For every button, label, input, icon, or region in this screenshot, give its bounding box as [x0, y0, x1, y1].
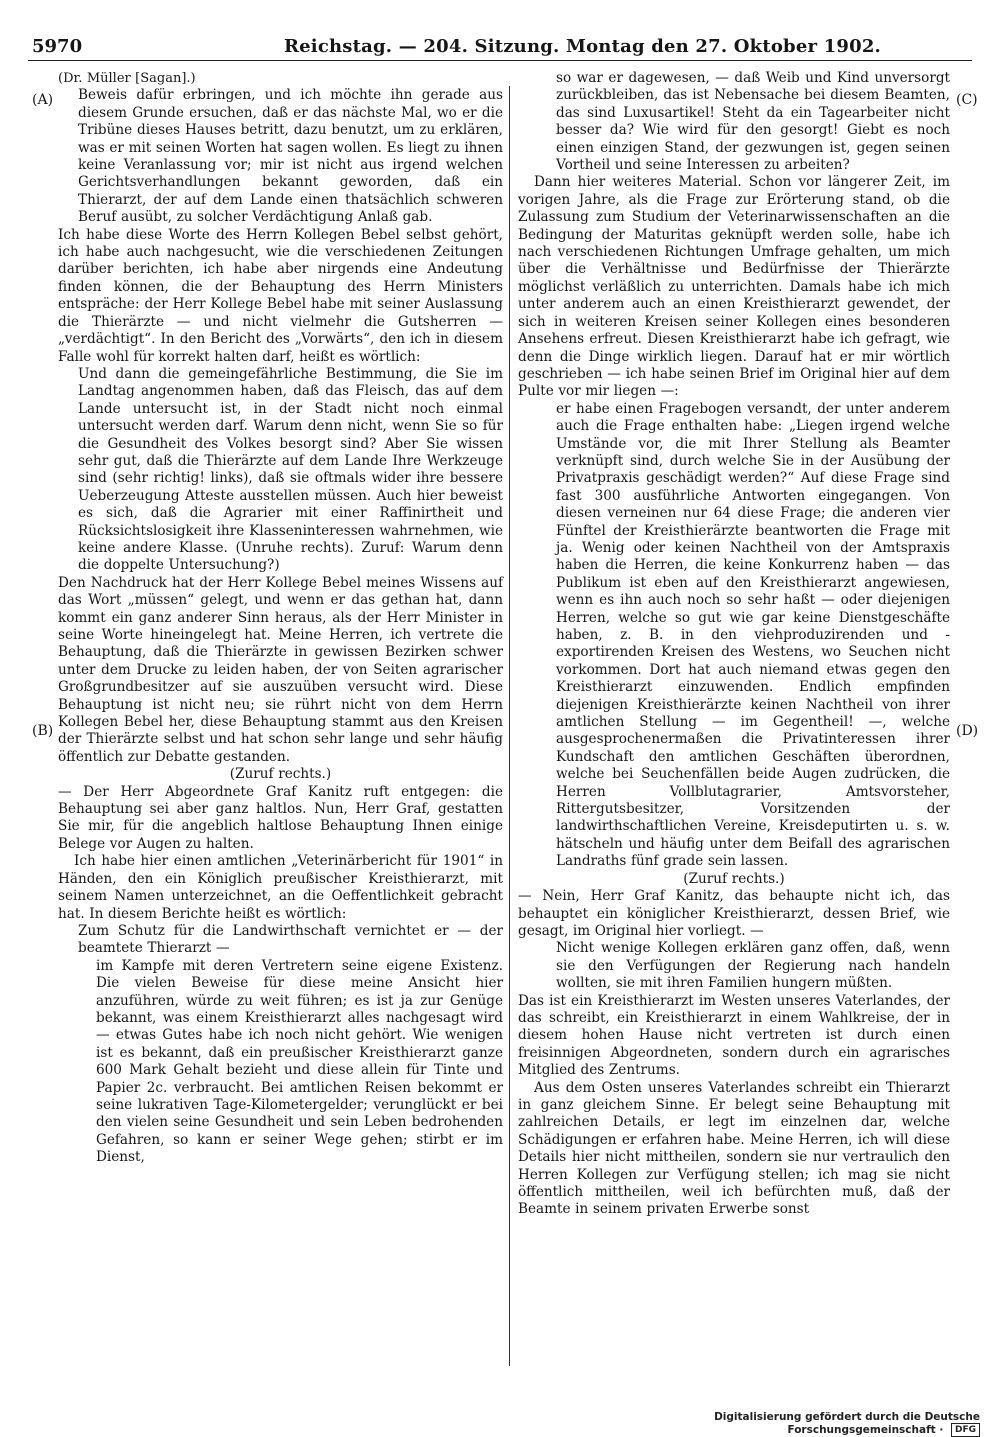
page-number: 5970 — [32, 36, 83, 57]
margin-mark-c: (C) — [956, 92, 978, 108]
paragraph: Dann hier weiteres Material. Schon vor längerer Zeit, im vorigen Jahre, als die Frage zur Erörterung stand, ob die Zulassung zum Studium der Veterinarwissenschaften an die Bedingung der Maturitas geknüpft werden solle, habe ich nach verschiedenen Richtungen Umfrage gehalten, um mich über die Verhältnisse und Bedürfnisse der Thierärzte möglichst verläßlich zu unterrichten. Damals habe ich mich unter anderem auch an einen Kreisthierarzt gewendet, der sich in weiteren Kreisen seiner Kollegen eines besonderen Ansehens erfreut. Diesen Kreisthierarzt habe ich gefragt, wie denn die Dinge wirklich liegen. Darauf hat er mir wörtlich geschrieben — ich habe seinen Brief im Original hier auf dem Pulte vor mir liegen —: — [518, 174, 950, 400]
interjection: (Zuruf rechts.) — [229, 766, 332, 783]
header-rule — [28, 60, 972, 61]
paragraph: Aus dem Osten unseres Vaterlandes schreibt ein Thierarzt in ganz gleichem Sinne. Er belegt seine Behauptung mit zahlreichen Details, er legt im einzelnen dar, welche Schädigungen er erfahren habe. Meine Herren, ich will diese Details hier nicht mittheilen, sondern sie nur vertraulich den Herren Kollegen zur Verfügung stellen; ich mag sie nicht öffentlich mittheilen, weil ich befürchten muß, daß der Beamte in seinem privaten Erwerbe sonst — [518, 1079, 950, 1218]
paragraph: Ich habe hier einen amtlichen „Veterinärbericht für 1901“ in Händen, den ein Königlich preußischer Kreisthierarzt, mit seinem Namen unterzeichnet, an die Oeffentlichkeit gebracht hat. In diesem Berichte heißt es wörtlich: — [58, 853, 503, 922]
quotation: so war er dagewesen, — daß Weib und Kind unversorgt zurückbleiben, das ist Nebensache bei diesem Beamten, das sind Luxusartikel! Steht da ein Tagearbeiter nicht besser da? Wie wird für den gesorgt! Giebt es noch einen einzigen Stand, der gezwungen ist, gegen seinen Vortheil und seine Interessen zu arbeiten? — [556, 70, 950, 174]
paragraph: — Der Herr Abgeordnete Graf Kanitz ruft entgegen: die Behauptung sei aber ganz haltlos. Nun, Herr Graf, gestatten Sie mir, für die angeblich haltlose Behauptung Ihnen einige Belege vor Augen zu halten. — [58, 783, 503, 852]
interjection: (Zuruf rechts.) — [683, 870, 785, 887]
right-column — [518, 70, 950, 1219]
left-column — [58, 70, 503, 1167]
paragraph: Den Nachdruck hat der Herr Kollege Bebel meines Wissens auf das Wort „müssen“ gelegt, und wenn er das gethan hat, dann kommt ein ganz anderer Sinn heraus, als der Herr Minister in seine Worte hineingelegt hat. Meine Herren, ich vertrete die Behauptung, daß die Thierärzte in gewissen Bezirken schwer unter dem Drucke zu leiden haben, der von Seiten agrarischer Großgrundbesitzer auf sie auszuüben versucht wird. Diese Behauptung ist nicht neu; sie rührt nicht von dem Herrn Kollegen Bebel her, diese Behauptung stammt aus den Kreisen der Thierärzte selbst und hat schon sehr lange und sehr häufig öffentlich zur Debatte gestanden. — [58, 574, 503, 765]
quotation: Zum Schutz für die Landwirthschaft vernichtet er — der beamtete Thierarzt — — [78, 922, 503, 957]
quotation: Und dann die gemeingefährliche Bestimmung, die Sie im Landtag angenommen haben, daß das Fleisch, das auf dem Lande untersucht ist, in der Stadt nicht noch einmal untersucht werden darf. Warum denn nicht, wenn Sie so für die Gesundheit des Volkes besorgt sind? Aber Sie wissen sehr gut, daß die Thierärzte auf dem Lande Ihre Werkzeuge sind (sehr richtig! links), daß sie oftmals wider ihre bessere Ueberzeugung Atteste ausstellen müssen. Auch hier beweist es sich, daß die Agrarier mit einer Raffinirtheit und Rücksichtslosigkeit ihre Klasseninteressen wahrnehmen, wie keine andere Klasse. (Unruhe rechts). Zuruf: Warum denn die doppelte Untersuchung?) — [78, 365, 503, 574]
margin-mark-d: (D) — [956, 723, 979, 739]
page-header — [28, 30, 972, 60]
running-title: Reichstag. — 204. Sitzung. Montag den 27. Oktober 1902. — [284, 36, 882, 57]
column-divider — [509, 86, 510, 1366]
dfg-logo: DFG — [951, 1423, 980, 1437]
credit-text: Digitalisierung gefördert durch die Deutsche Forschungsgemeinschaft · — [714, 1411, 980, 1436]
paragraph: Das ist ein Kreisthierarzt im Westen unseres Vaterlandes, der das schreibt, ein Kreisthierarzt in einem Wahlkreise, der in diesem hohen Hause nicht vertreten ist durch einen freisinnigen Abgeordneten, sondern durch ein agrarisches Mitglied des Zentrums. — [518, 992, 950, 1079]
speaker-label: (Dr. Müller [Sagan].) — [58, 71, 196, 86]
digitization-credit — [600, 1411, 980, 1437]
quotation: er habe einen Fragebogen versandt, der unter anderem auch die Frage enthalten habe: „Liegen irgend welche Umstände vor, die mit Ihrer Stellung als Beamter verknüpft sind, durch welche Sie in der Ausübung der Privatpraxis geschädigt werden?“ Auf diese Frage sind fast 300 ausführliche Antworten eingegangen. Von diesen verneinen nur 64 diese Frage; die anderen vier Fünftel der Kreisthierärzte beantworten die Frage mit ja. Wenig oder keinen Nachtheil von der Amtspraxis haben die Herren, die keine Konkurrenz haben — das Publikum ist eben auf den Kreisthierarzt angewiesen, wenn es ihn auch noch so sehr haßt — oder diejenigen Herren, welche so gut wie gar keine Dienstgeschäfte haben, z. B. in den viehproduzirenden und -exportirenden Kreisen des Westens, wo Seuchen nicht vorkommen. Dort hat auch niemand etwas gegen den Kreisthierarzt einzuwenden. Endlich empfinden diejenigen Kreisthierärzte keinen Nachtheil von ihrer amtlichen Stellung — im Gegentheil! —, welche ausgesprochenermaßen die Privatinteressen ihrer Kundschaft den amtlichen Geschäften überordnen, welche bei Seuchenfällen beide Augen zudrücken, die Herren Vollblutagrarier, Amtsvorsteher, Rittergutsbesitzer, Vorsitzenden der landwirthschaftlichen Vereine, Kreisdeputirten u. s. w. hätscheln und häufig unter dem Beifall des agrarischen Landraths fünf grade sein lassen. — [556, 400, 950, 870]
paragraph: Ich habe diese Worte des Herrn Kollegen Bebel selbst gehört, ich habe auch nachgesucht, wie die verschiedenen Zeitungen darüber berichten, ich habe aber nirgends eine Andeutung finden können, die der Behauptung des Herrn Ministers entspräche: der Herr Kollege Bebel habe mit seiner Auslassung die Thierärzte — und nicht vielmehr die Gutsherren — „verdächtigt“. In den Bericht des „Vorwärts“, den ich in diesem Falle wohl für korrekt halten darf, heißt es wörtlich: — [58, 226, 503, 365]
margin-mark-b: (B) — [32, 723, 54, 739]
margin-mark-a: (A) — [32, 92, 54, 108]
paragraph: — Nein, Herr Graf Kanitz, das behaupte nicht ich, das behauptet ein königlicher Kreisthierarzt, dessen Brief, wie gesagt, im Original hier vorliegt. — — [518, 888, 950, 939]
quotation: im Kampfe mit deren Vertretern seine eigene Existenz. Die vielen Beweise für diese meine Ansicht hier anzuführen, würde zu weit führen; es ist ja zur Genüge bekannt, was einem Kreisthierarzt alles nachgesagt wird — etwas Gutes habe ich noch nicht gehört. Wie wenigen ist es bekannt, daß ein preußischer Kreisthierarzt ganze 600 Mark Gehalt bezieht und diese allein für Tinte und Papier 2c. verbraucht. Bei amtlichen Reisen bekommt er seine lukrativen Tage-Kilometergelder; verunglückt er bei den vielen seine Gesundheit und sein Leben bedrohenden Gefahren, so kann er seiner Wege gehen; stirbt er im Dienst, — [96, 957, 503, 1166]
quotation: Nicht wenige Kollegen erklären ganz offen, daß, wenn sie den Verfügungen der Regierung nach handeln wollten, sie mit ihren Familien hungern müßten. — [556, 940, 950, 992]
paragraph: Beweis dafür erbringen, und ich möchte ihn gerade aus diesem Grunde ersuchen, daß er das nächste Mal, wo er die Tribüne dieses Hauses betritt, dazu benutzt, um zu erklären, was er mit seinen Worten hat sagen wollen. Es liegt zu ihnen keine Veranlassung vor; mir ist nicht aus irgend welchen Gerichtsverhandlungen bekannt geworden, daß ein Thierarzt, der auf dem Lande einen thatsächlich schweren Beruf ausübt, zu solcher Verdächtigung Anlaß gab. — [78, 87, 503, 226]
